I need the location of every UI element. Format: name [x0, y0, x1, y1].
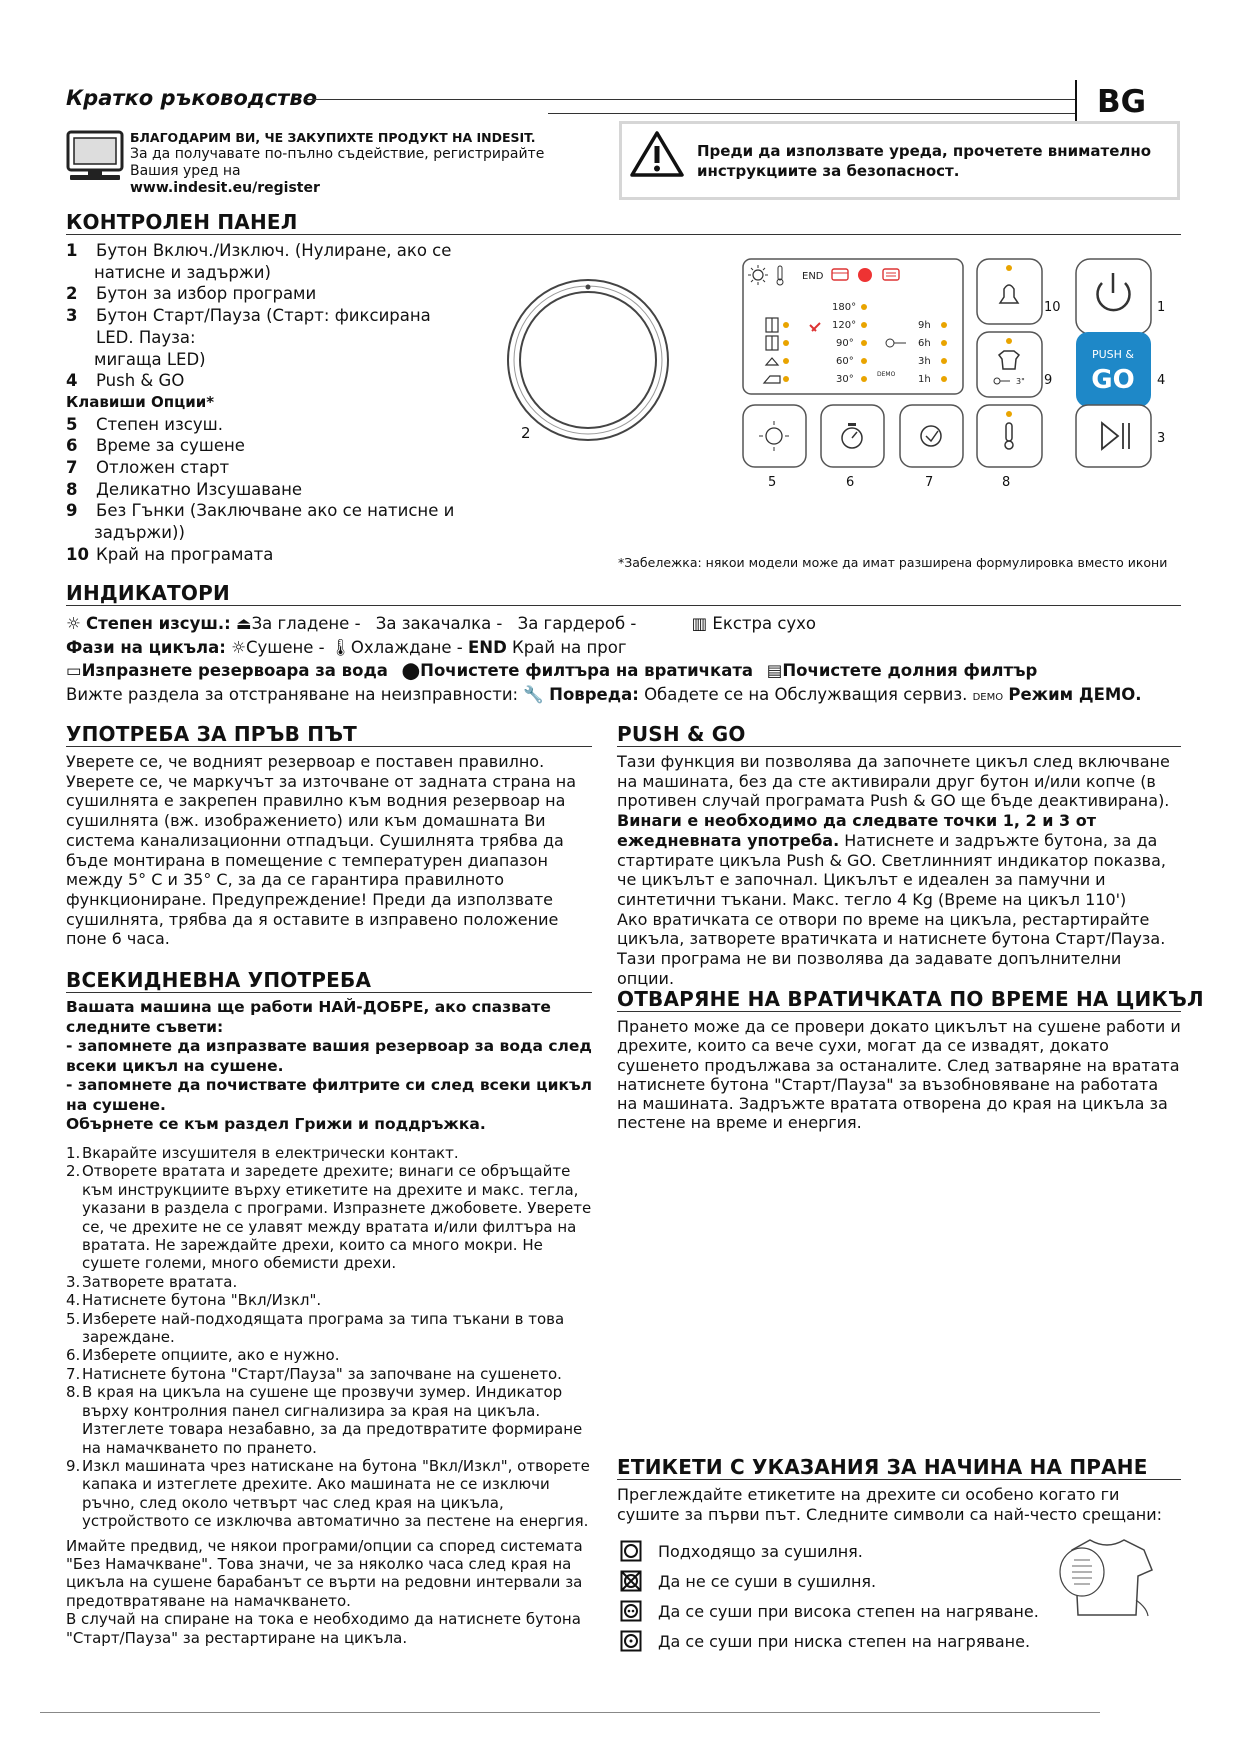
first-use-text: Уверете се, че водният резервоар е поставен правилно. Уверете се, че маркучът за източване от задната страна на сушилнята е закрепен правилно към водния резервоар на сушилнята (вж. изображението) или към домашната Ви система канализационни отпадъци. Сушилнята трябва да бъде монтирана в помещение с температурен диапазон между 5° C и 35° C, за да се гарантира правилното функциониране. Предупреждение! Преди да използвате сушилнята, трябва да я оставите в изправено положение поне 6 часа.: [66, 752, 577, 949]
legend-num: 1: [66, 241, 78, 260]
callout-2: 2: [521, 424, 531, 442]
step-num: 4.: [66, 1291, 81, 1310]
register-url[interactable]: www.indesit.eu/register: [130, 180, 320, 196]
section-rule: [617, 1011, 1181, 1012]
legend-num: 9: [66, 501, 78, 521]
high-heat-icon: [620, 1600, 642, 1622]
water-tank-icon: [832, 269, 848, 280]
hanger-dry-text: За закачалка -: [375, 614, 503, 633]
step-num: 3.: [66, 1272, 81, 1291]
clean-door-filter-text: Почистете филтъра на вратичката: [420, 661, 754, 680]
wardrobe-icon: ▥: [691, 614, 708, 633]
register-block: [130, 129, 570, 197]
power-button: [1076, 259, 1151, 334]
temp-label: 120°: [832, 320, 857, 331]
step-num: 9.: [66, 1456, 81, 1475]
step-num: 1.: [66, 1144, 81, 1162]
hour-label: 6h: [918, 338, 931, 349]
cupboard-dry-text: За гардероб -: [517, 614, 637, 633]
water-tank-icon: ▭: [66, 661, 82, 680]
care-labels-intro: Преглеждайте етикетите на дрехите си особено когато ги сушите за първи път. Следните символи са най-често срещани:: [617, 1485, 1162, 1524]
care-label-row: [620, 1630, 1030, 1652]
iron-dry-text: За гладене -: [251, 614, 361, 633]
lock-label: 3": [1016, 377, 1025, 386]
door-open-text: Прането може да се провери докато цикълът на сушене работи и дрехите, които са вече сухи, могат да се извадят, докато сушенето продължава за останалите. След затваряне на вратата натиснете бутона "Старт/Пауза" за възобновяване на работата на машината. Задръжте вратата отворена до края на цикъла за пестене на време и енергия.: [617, 1017, 1181, 1133]
tip-intro: Вашата машина ще работи НАЙ-ДОБРЕ, ако спазвате следните съвети:: [66, 998, 551, 1036]
tip-care: Обърнете се към раздел Грижи и поддръжка.: [66, 1115, 486, 1133]
push-go-p2-bold: Винаги е необходимо да следвате точки 1, 2 и 3 от ежедневната употреба.: [617, 811, 1096, 850]
callout-10: 10: [1044, 300, 1061, 315]
wrench-icon: 🔧: [523, 684, 544, 704]
tip-tank: - запомнете да изпразвате вашия резервоар за вода след всеки цикъл на сушене.: [66, 1037, 592, 1075]
legend-num: 5: [66, 414, 78, 434]
legend-cont: натисне и задържи): [94, 262, 271, 282]
empty-tank-text: Изпразнете резервоара за вода: [81, 661, 388, 680]
push-go-p1: Тази функция ви позволява да започнете цикъл след включване на машината, без да сте активирали друг бутон и/или копче (в противен случай програмата Push & GO ще бъде деактивирана).: [617, 752, 1170, 811]
daily-use-title: ВСЕКИДНЕВНА УПОТРЕБА: [66, 968, 372, 992]
push-go-top: PUSH &: [1091, 348, 1135, 361]
delay-start-button: [900, 405, 963, 467]
program-dial[interactable]: [505, 277, 671, 443]
legend-text: Бутон Включ./Изключ. (Нулиране, ако се: [96, 241, 452, 260]
section-rule: [66, 746, 592, 747]
push-go-p4: Тази програма не ви позволява да задавате допълнителни опции.: [617, 949, 1122, 988]
step-text: Изкл машината чрез натискане на бутона "Вкл/Изкл", отворете капака и изтеглете дрехите. Ако машината не се изключи ръчно, след около четвърт час след края на цикъла, устройството се изключва автоматично за пестене на енергия.: [82, 1456, 590, 1531]
drying-time-button: [821, 405, 884, 467]
legend-text: Отложен старт: [96, 458, 230, 478]
bottom-filter-icon: [883, 269, 899, 280]
legend-num: 4: [66, 371, 78, 391]
fault-label: Повреда:: [549, 684, 639, 704]
title-rule: [305, 99, 1075, 100]
section-rule: [66, 234, 1181, 235]
control-panel-legend: [66, 240, 466, 566]
care-label-text: Да не се суши в сушилня.: [658, 1571, 877, 1591]
push-go-title: PUSH & GO: [617, 722, 746, 746]
safety-warning-text: Преди да използвате уреда, прочетете внимателно инструкциите за безопасност.: [697, 142, 1152, 180]
low-heat-icon: [620, 1630, 642, 1652]
legend-cont: мигаща LED): [94, 349, 206, 369]
dry-level-label: Степен изсуш.:: [86, 614, 231, 633]
legend-num: 2: [66, 284, 78, 304]
callout-7: 7: [925, 475, 934, 490]
header-rule: [548, 113, 1075, 114]
legend-text: Време за сушене: [96, 436, 245, 456]
door-filter-icon: [858, 268, 872, 282]
daily-use-steps: [66, 1144, 596, 1647]
legend-num: 8: [66, 479, 78, 499]
warning-triangle-icon: [630, 130, 684, 178]
tumble-dry-icon: [620, 1540, 642, 1562]
service-text: Обадете се на Обслужващия сервиз.: [644, 684, 968, 704]
legend-text: Деликатно Изсушаване: [96, 479, 303, 499]
legend-num: 10: [66, 544, 89, 564]
door-filter-icon: ⬤: [401, 661, 421, 680]
start-pause-button: [1076, 405, 1151, 467]
iron-icon: ⏏: [235, 614, 252, 633]
demo-mode-text: Режим ДЕМО.: [1008, 684, 1142, 704]
care-label-text: Да се суши при ниска степен на нагряване.: [658, 1631, 1031, 1651]
legend-text: Push & GO: [96, 371, 185, 391]
legend-text: Бутон Старт/Пауза (Старт: фиксирана LED. Пауза:: [96, 306, 431, 347]
control-panel-title: КОНТРОЛЕН ПАНЕЛ: [66, 210, 298, 234]
footer-rule: [40, 1712, 1100, 1713]
care-label-text: Подходящо за сушилня.: [658, 1541, 863, 1561]
anti-crease-note: Имайте предвид, че някои програми/опции са според системата "Без Намачкване". Това значи, че за няколко часа след края на цикъла на сушене барабанът се върти на редовни интервали за предотвратяване на намачкването.: [66, 1536, 583, 1610]
register-line3: Вашия уред на: [130, 163, 241, 179]
hour-label: 3h: [918, 356, 931, 367]
demo-label: DEMO: [877, 371, 896, 378]
thermometer-icon: 🌡: [329, 637, 351, 657]
cycle-phases-label: Фази на цикъла:: [66, 637, 226, 657]
callout-4: 4: [1157, 373, 1166, 388]
step-num: 6.: [66, 1346, 81, 1365]
hour-label: 9h: [918, 320, 931, 331]
first-use-title: УПОТРЕБА ЗА ПРЪВ ПЪТ: [66, 722, 358, 746]
step-text: Вкарайте изсушителя в електрически контакт.: [82, 1144, 459, 1162]
troubleshooting-text: Вижте раздела за отстраняване на неизправности:: [66, 684, 519, 704]
bottom-filter-icon: ▤: [766, 661, 783, 680]
temp-label: 180°: [832, 302, 857, 313]
indicators-title: ИНДИКАТОРИ: [66, 581, 230, 605]
legend-cont: задържи)): [94, 523, 185, 543]
section-rule: [66, 605, 1181, 606]
no-tumble-dry-icon: [620, 1570, 642, 1592]
models-note: *Забележка: някои модели може да имат разширена формулировка вместо икони: [618, 555, 1168, 570]
computer-icon: [66, 130, 124, 182]
step-num: 8.: [66, 1383, 81, 1402]
register-line2: За да получавате по-пълно съдействие, регистрирайте: [130, 146, 545, 162]
step-num: 2.: [66, 1162, 81, 1181]
sun-icon: ☼: [66, 614, 81, 633]
care-label-row: [620, 1600, 1039, 1622]
step-num: 7.: [66, 1364, 81, 1383]
register-line1: БЛАГОДАРИМ ВИ, ЧЕ ЗАКУПИХТЕ ПРОДУКТ НА INDESIT.: [130, 130, 536, 145]
power-failure-note: В случай на спиране на тока е необходимо да натиснете бутона "Старт/Пауза" за рестартиране на цикъла.: [66, 1610, 581, 1647]
legend-text: Без Гънки (Заключване ако се натисне и: [96, 501, 455, 521]
clean-bottom-filter-text: Почистете долния филтър: [782, 661, 1038, 680]
push-go-bottom: GO: [1091, 365, 1135, 395]
care-label-row: [620, 1540, 863, 1562]
dry-level-button: [743, 405, 806, 467]
step-text: Отворете вратата и заредете дрехите; винаги се обръщайте към инструкциите върху етикетите на дрехите и макс. тегла, указани в раздела с програми. Изпразнете джобовете. Уверете се, че дрехите не се улавят между вратата и/или филтъра на вратата. Не зареждайте дрехи, които са много мокри. Не сушете големи, много обемисти дрехи.: [82, 1162, 592, 1273]
push-go-body: [617, 752, 1182, 988]
step-text: В края на цикъла на сушене ще прозвучи зумер. Индикатор върху контролния панел сигнализира за края на цикъла. Изтеглете товара незабавно, за да предотвратите формиране на намачкването по прането.: [82, 1383, 583, 1457]
legend-text: Степен изсуш.: [96, 414, 223, 434]
step-text: Натиснете бутона "Старт/Пауза" за започване на сушенето.: [82, 1364, 562, 1383]
step-text: Изберете опциите, ако е нужно.: [82, 1346, 340, 1365]
sun-icon: ☼: [231, 637, 246, 657]
section-rule: [617, 746, 1181, 747]
legend-num: 6: [66, 436, 78, 456]
section-rule: [617, 1479, 1181, 1480]
page-title: Кратко ръководство: [66, 86, 318, 110]
cooling-phase-text: Охлаждане -: [350, 637, 463, 657]
end-label: END: [468, 637, 507, 657]
lang-code: BG: [1097, 84, 1147, 120]
temp-label: 30°: [836, 374, 854, 385]
step-num: 5.: [66, 1309, 81, 1328]
step-text: Затворете вратата.: [82, 1272, 238, 1291]
temp-label: 90°: [836, 338, 854, 349]
temp-label: 60°: [836, 356, 854, 367]
push-go-p2: Натиснете и задръжте бутона, за да стартирате цикъла Push & GO. Светлинният индикатор показва, че цикълът е започнал. Цикълът е идеален за памучни и синтетични тъкани. Макс. тегло 4 Kg (Време на цикъл 110'): [617, 830, 1166, 909]
legend-text: Бутон за избор програми: [96, 284, 317, 304]
legend-num: 7: [66, 458, 78, 478]
tip-filters: - запомнете да почиствате филтрите си след всеки цикъл на сушене.: [66, 1076, 592, 1114]
shirt-label-icon: [1052, 1530, 1162, 1620]
section-rule: [66, 992, 592, 993]
push-go-p3: Ако вратичката се отвори по време на цикъла, рестартирайте цикъла, затворете вратичката и натиснете бутона Старт/Пауза.: [617, 909, 1166, 949]
callout-8: 8: [1002, 475, 1011, 490]
end-text: Край на прог: [512, 637, 627, 657]
callout-5: 5: [768, 475, 777, 490]
legend-num: 3: [66, 306, 78, 326]
care-label-row: [620, 1570, 876, 1592]
care-label-text: Да се суши при висока степен на нагряване.: [658, 1601, 1039, 1621]
control-panel-illustration: [740, 255, 1180, 495]
end-label: END: [802, 271, 824, 282]
demo-icon: DEMO: [972, 691, 1004, 703]
callout-3: 3: [1157, 431, 1166, 446]
callout-9: 9: [1044, 373, 1053, 388]
step-text: Изберете най-подходящата програма за типа тъкани в това зареждане.: [82, 1309, 565, 1347]
indicators-body: [66, 612, 1181, 709]
callout-6: 6: [846, 475, 855, 490]
daily-use-tips: [66, 998, 596, 1135]
drying-phase-text: Сушене -: [245, 637, 325, 657]
options-label: Клавиши Опции*: [66, 392, 215, 411]
step-text: Натиснете бутона "Вкл/Изкл".: [82, 1291, 322, 1310]
hour-label: 1h: [918, 374, 931, 385]
door-open-title: ОТВАРЯНЕ НА ВРАТИЧКАТА ПО ВРЕМЕ НА ЦИКЪЛ: [617, 987, 1204, 1011]
extra-dry-text: Екстра сухо: [712, 614, 817, 633]
callout-1: 1: [1157, 300, 1166, 315]
care-labels-title: ЕТИКЕТИ С УКАЗАНИЯ ЗА НАЧИНА НА ПРАНЕ: [617, 1455, 1148, 1479]
legend-text: Край на програмата: [96, 544, 274, 564]
